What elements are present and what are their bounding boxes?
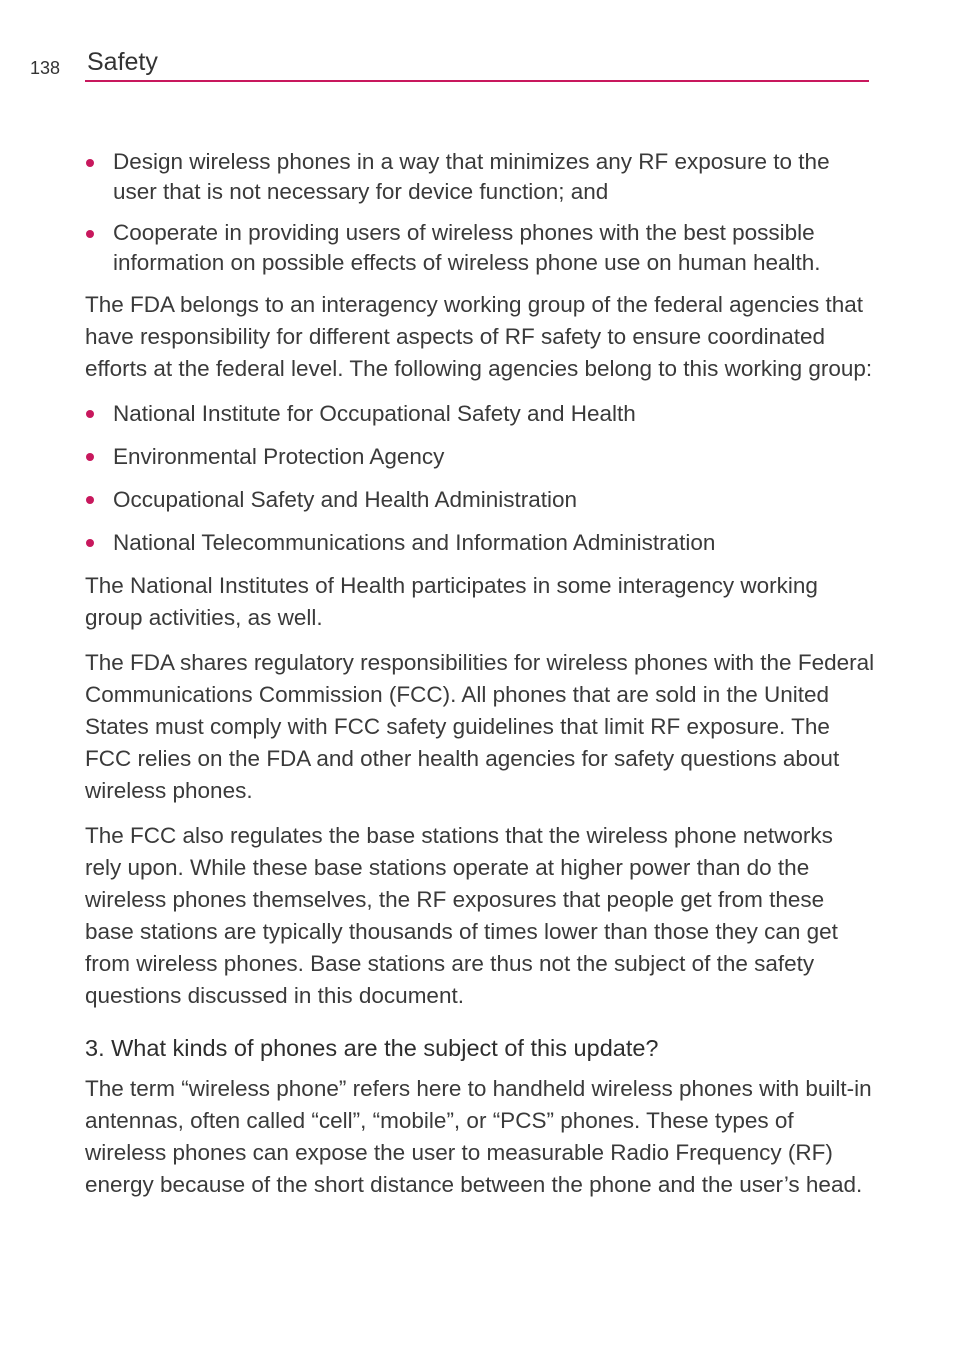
bullet-icon [86,496,94,504]
bullet-icon [86,410,94,418]
list-item [85,147,875,207]
bullet-icon [86,159,94,167]
agencies-list [85,398,875,559]
list-item [85,441,875,473]
list-item [85,527,875,559]
paragraph-fcc-responsibilities: The FDA shares regulatory responsibilities for wireless phones with the Federal Communications Commission (FCC). All phones that are sold in the United States must comply with FCC safety guidelines that limit RF exposure. The FCC relies on the FDA and other health agencies for safety questions about wireless phones. [85,650,875,803]
paragraph-base-stations: The FCC also regulates the base stations that the wireless phone networks rely upon. While these base stations operate at higher power than do the wireless phones themselves, the RF exposures that people get from these base stations are typically thousands of times lower than those they can get from wireless phones. Base stations are thus not the subject of the safety questions discussed in this document. [85,823,838,1008]
list-item-text: Environmental Protection Agency [113,444,445,469]
list-item [85,218,875,278]
bullet-icon [86,453,94,461]
paragraph-wireless-phone-term: The term “wireless phone” refers here to handheld wireless phones with built-in antennas, often called “cell”, “mobile”, or “PCS” phones. These types of wireless phones can expose the user to measurable Radio Frequency (RF) energy because of the short distance between the phone and the user’s head. [85,1076,872,1197]
section-title: Safety [87,48,158,76]
bullet-icon [86,539,94,547]
list-item-text: National Institute for Occupational Safety and Health [113,401,636,426]
list-item-text: National Telecommunications and Information Administration [113,530,716,555]
page-header [0,0,954,90]
list-item [85,398,875,430]
fda-actions-list [85,147,875,278]
header-divider [85,80,869,82]
page-number: 138 [30,58,61,78]
question-heading: 3. What kinds of phones are the subject of this update? [85,1035,659,1061]
page-body [85,147,875,1214]
list-item-text: Occupational Safety and Health Administration [113,487,578,512]
bullet-icon [86,230,94,238]
list-item [85,484,875,516]
paragraph-nih: The National Institutes of Health participates in some interagency working group activities, as well. [85,573,818,630]
list-item-text: Design wireless phones in a way that minimizes any RF exposure to the user that is not necessary for device function; and [113,149,830,204]
paragraph-working-group: The FDA belongs to an interagency working group of the federal agencies that have responsibility for different aspects of RF safety to ensure coordinated efforts at the federal level. The following agencies belong to this working group: [85,292,873,381]
list-item-text: Cooperate in providing users of wireless phones with the best possible information on possible effects of wireless phone use on human health. [113,220,821,275]
